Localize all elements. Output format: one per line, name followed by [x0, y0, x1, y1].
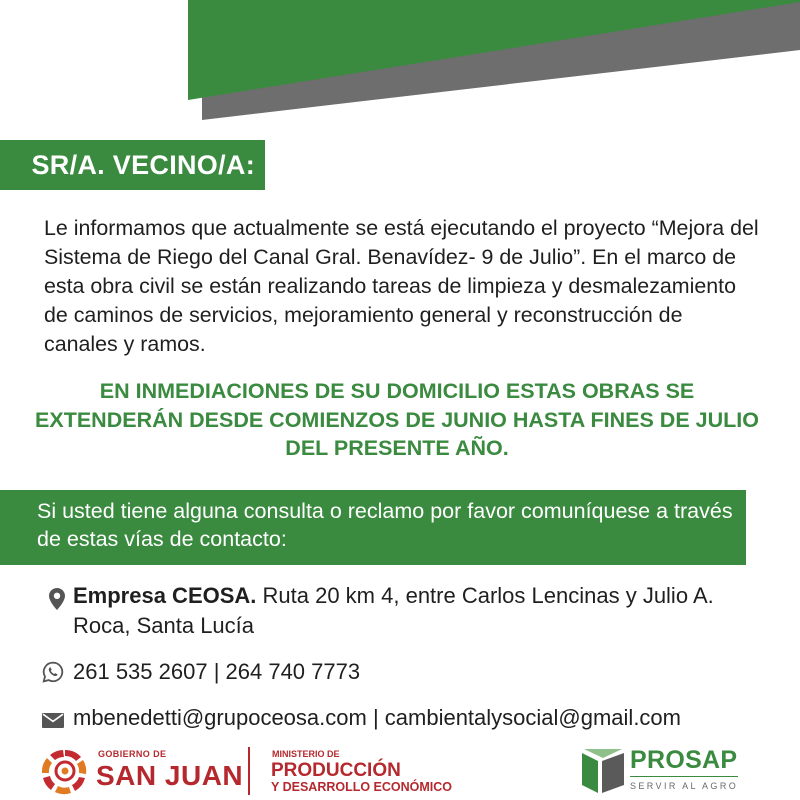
prosap-rule	[630, 776, 738, 777]
whatsapp-icon	[42, 661, 64, 683]
ministry-name: PRODUCCIÓN	[271, 760, 401, 781]
company-name: Empresa CEOSA.	[73, 583, 257, 608]
contact-banner: Si usted tiene alguna consulta o reclamo por favor comuníquese a través de estas vías de contacto:	[0, 490, 746, 565]
header-banner	[0, 0, 800, 130]
email-addresses: mbenedetti@grupoceosa.com | cambientalysocial@gmail.com	[73, 705, 681, 730]
sanjuan-sun-emblem	[40, 747, 90, 795]
ministry-subtitle: Y DESARROLLO ECONÓMICO	[271, 780, 453, 794]
intro-paragraph: Le informamos que actualmente se está ejecutando el proyecto “Mejora del Sistema de Riego del Canal Gral. Benavídez- 9 de Julio”. En el marco de esta obra civil se están realizando tareas de limpieza y desmalezamiento de caminos de servicios, mejoramiento general y reconstrucción de canales y ramos.	[44, 216, 759, 356]
schedule-notice: EN INMEDIACIONES DE SU DOMICILIO ESTAS OBRAS SE EXTENDERÁN DESDE COMIENZOS DE JUNIO HASTA FINES DE JULIO DEL PRESENTE AÑO.	[35, 379, 759, 460]
logo-divider	[248, 747, 250, 795]
location-pin-icon	[49, 588, 65, 610]
prosap-logo	[582, 745, 742, 797]
company-address: Ruta 20 km 4, entre Carlos Lencinas y Julio A. Roca, Santa Lucía	[73, 583, 714, 638]
prosap-tagline: SERVIR AL AGRO	[630, 781, 739, 791]
ministry-small-label: MINISTERIO DE	[272, 749, 340, 759]
prosap-name: PROSAP	[630, 746, 738, 774]
envelope-icon	[42, 713, 64, 728]
greeting-label: SR/A. VECINO/A:	[0, 140, 265, 190]
prosap-emblem	[582, 749, 624, 793]
sanjuan-logo	[40, 745, 460, 797]
sanjuan-name: SAN JUAN	[96, 760, 244, 791]
phone-numbers: 261 535 2607 | 264 740 7773	[73, 659, 361, 684]
email-contact	[42, 703, 782, 735]
phone-contact	[42, 657, 762, 689]
sanjuan-small-label: GOBIERNO DE	[98, 749, 167, 759]
